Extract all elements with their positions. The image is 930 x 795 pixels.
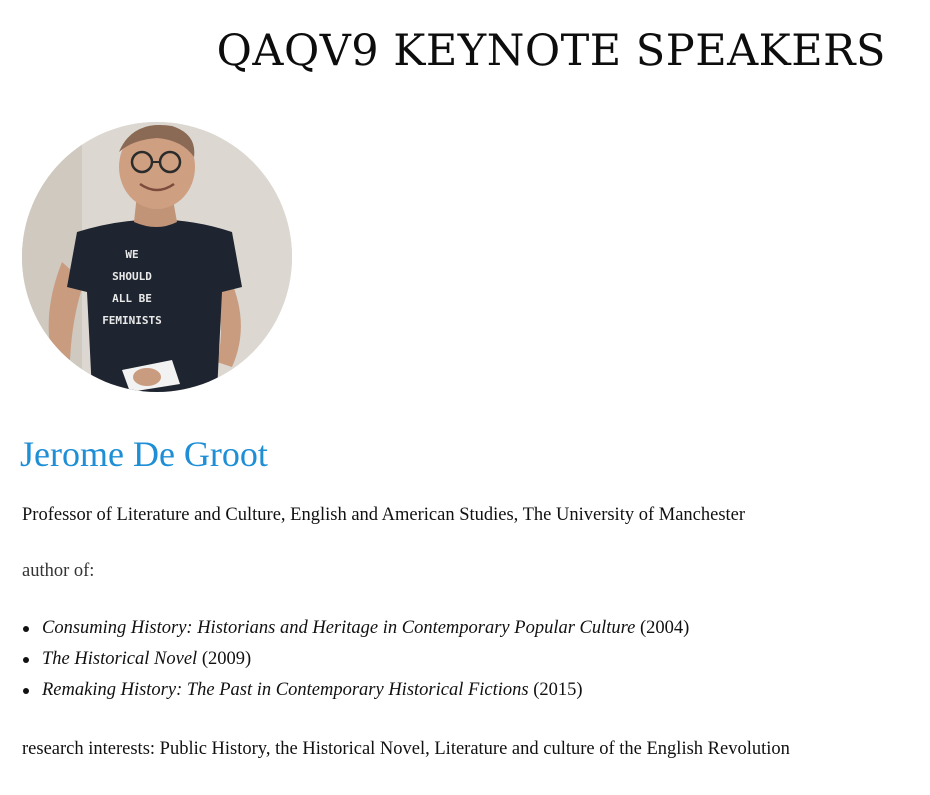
list-item bbox=[22, 616, 689, 647]
shirt-text-line: SHOULD bbox=[112, 270, 152, 283]
bullet-icon bbox=[23, 688, 29, 694]
works-list bbox=[22, 616, 689, 709]
shirt-text-line: FEMINISTS bbox=[102, 314, 162, 327]
list-item bbox=[22, 647, 689, 678]
work-title: Consuming History: Historians and Heritage in Contemporary Popular Culture bbox=[42, 618, 636, 638]
list-item bbox=[22, 678, 689, 709]
work-year: (2015) bbox=[533, 680, 583, 700]
research-interests: research interests: Public History, the Historical Novel, Literature and culture of the English Revolution bbox=[22, 739, 790, 759]
shirt-text-line: ALL BE bbox=[112, 292, 152, 305]
work-title: The Historical Novel bbox=[42, 649, 198, 669]
speaker-photo bbox=[22, 122, 292, 392]
page-title: QAQV9 KEYNOTE SPEAKERS bbox=[216, 26, 886, 76]
bullet-icon bbox=[23, 626, 29, 632]
work-title: Remaking History: The Past in Contemporary Historical Fictions bbox=[42, 680, 529, 700]
work-year: (2009) bbox=[201, 649, 252, 669]
work-year: (2004) bbox=[640, 618, 690, 638]
bullet-icon bbox=[23, 657, 29, 663]
shirt-text-line: WE bbox=[125, 248, 139, 261]
speaker-position: Professor of Literature and Culture, English and American Studies, The University of Manchester bbox=[22, 505, 746, 525]
speaker-name-link[interactable]: Jerome De Groot bbox=[20, 434, 268, 474]
author-label: author of: bbox=[22, 561, 95, 581]
